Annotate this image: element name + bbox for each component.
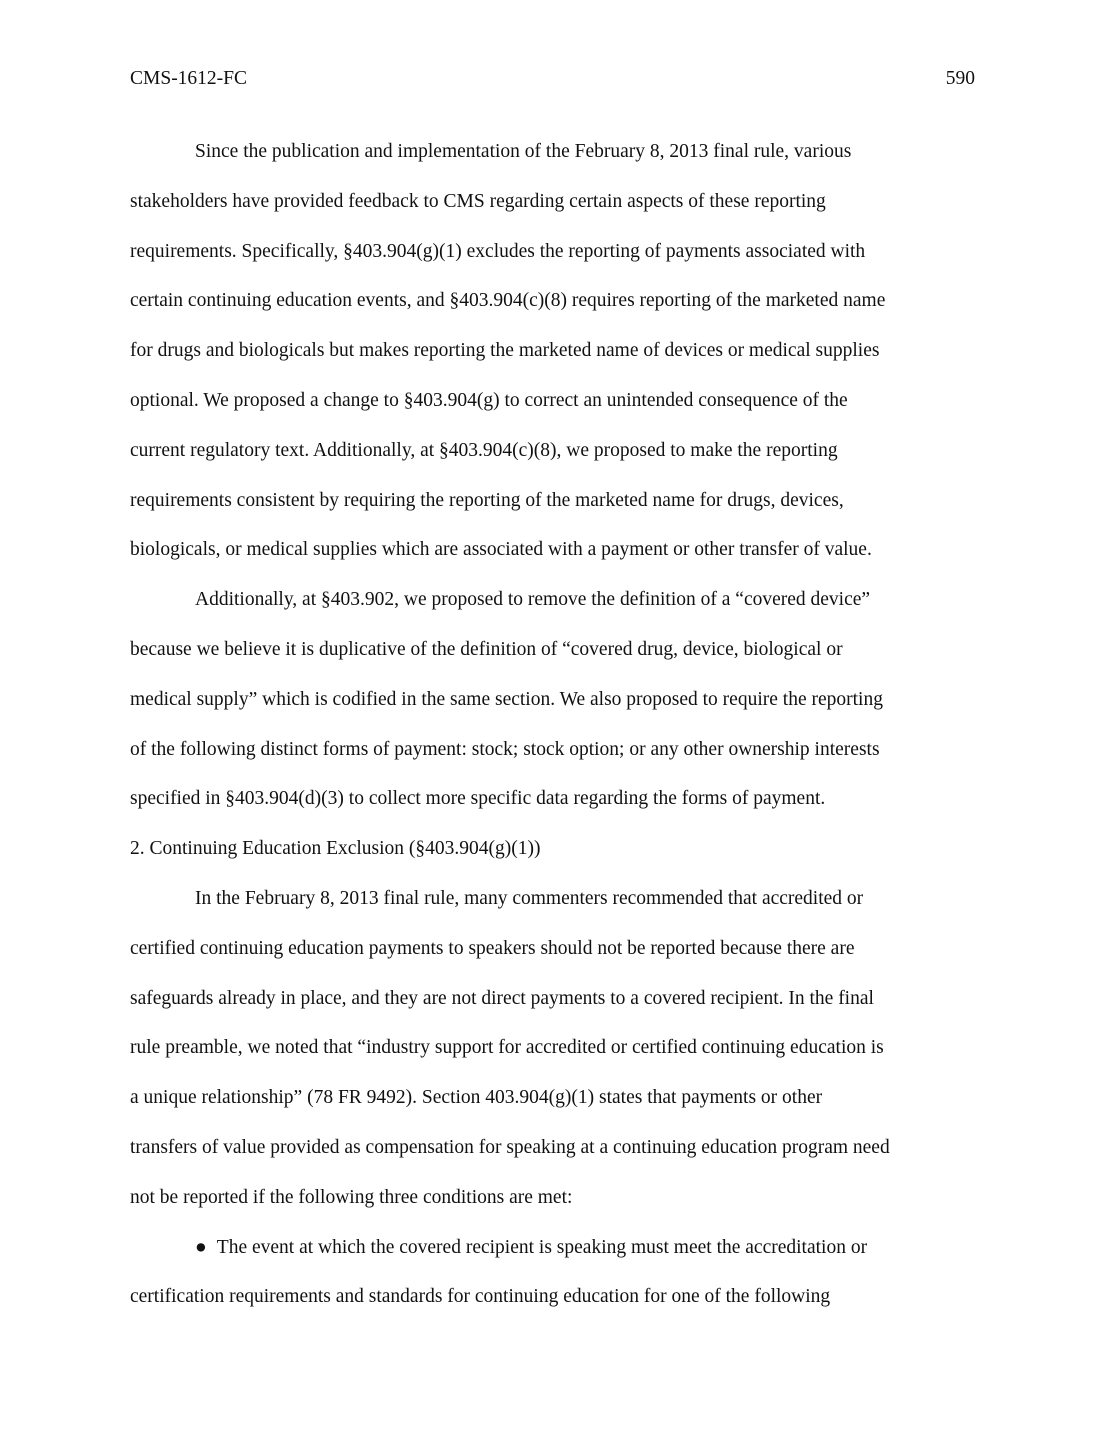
text-line: certification requirements and standards for continuing education for one of the following [130,1286,831,1308]
text-line: transfers of value provided as compensation for speaking at a continuing education program need [130,1136,890,1158]
section-heading: 2. Continuing Education Exclusion (§403.904(g)(1)) [130,838,541,860]
text-line: rule preamble, we noted that “industry support for accredited or certified continuing education is [130,1037,884,1059]
text-line: because we believe it is duplicative of the definition of “covered drug, device, biological or [130,638,843,660]
text-line: In the February 8, 2013 final rule, many commenters recommended that accredited or [195,887,864,909]
bullet-text: The event at which the covered recipient is speaking must meet the accreditation or [216,1236,868,1258]
text-line: requirements consistent by requiring the reporting of the marketed name for drugs, devices, [130,489,844,511]
text-line: Additionally, at §403.902, we proposed to remove the definition of a “covered device” [195,589,871,611]
text-line: of the following distinct forms of payment: stock; stock option; or any other ownership interests [130,738,880,760]
text-line: Since the publication and implementation of the February 8, 2013 final rule, various [195,141,852,162]
text-line: safeguards already in place, and they are not direct payments to a covered recipient. In the final [130,987,874,1009]
text-line: certain continuing education events, and §403.904(c)(8) requires reporting of the marketed name [130,290,886,312]
page-number: 590 [945,68,975,89]
text-line: current regulatory text. Additionally, at §403.904(c)(8), we proposed to make the reporting [130,439,838,461]
body-text [130,127,975,1322]
text-line: medical supply” which is codified in the same section. We also proposed to require the reporting [130,688,883,710]
text-line: a unique relationship” (78 FR 9492). Section 403.904(g)(1) states that payments or other [130,1087,823,1109]
text-line: biologicals, or medical supplies which are associated with a payment or other transfer of value. [130,539,872,561]
page-header [130,66,975,92]
text-line: for drugs and biologicals but makes reporting the marketed name of devices or medical supplies [130,340,880,362]
text-line: stakeholders have provided feedback to CMS regarding certain aspects of these reporting [130,190,826,212]
text-line: certified continuing education payments to speakers should not be reported because there are [130,937,855,959]
text-line: optional. We proposed a change to §403.904(g) to correct an unintended consequence of the [130,389,848,411]
text-line: specified in §403.904(d)(3) to collect more specific data regarding the forms of payment. [130,788,826,810]
document-id: CMS-1612-FC [130,68,248,89]
text-line: not be reported if the following three conditions are met: [130,1186,573,1208]
text-line: requirements. Specifically, §403.904(g)(1) excludes the reporting of payments associated with [130,240,866,262]
bullet-item [130,1223,975,1273]
bullet-icon: ● [195,1236,207,1258]
